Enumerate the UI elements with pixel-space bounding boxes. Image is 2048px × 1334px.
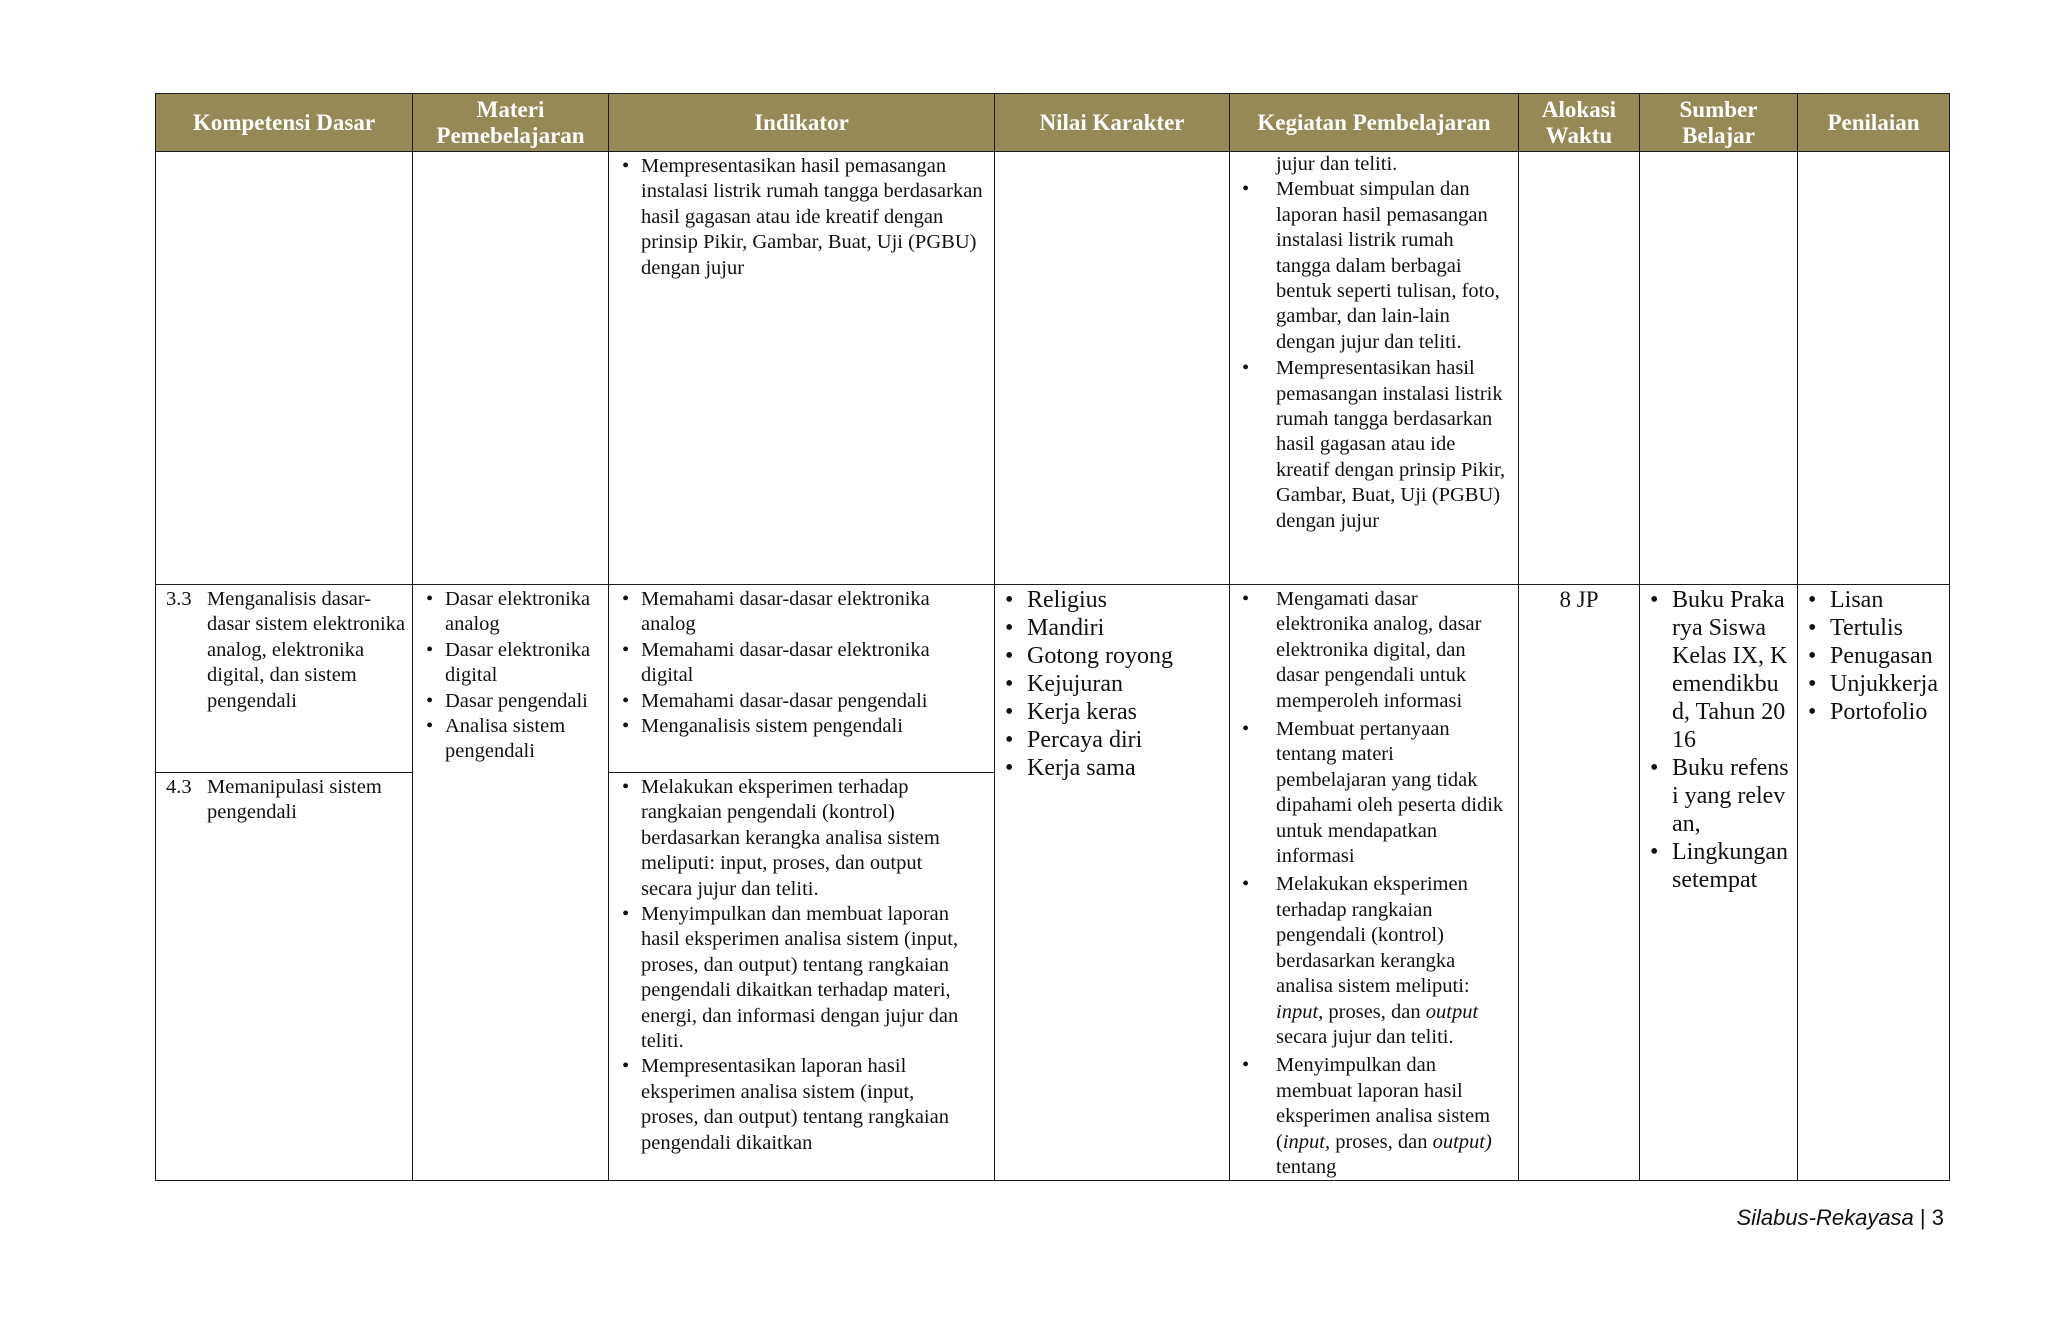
list-item: • Menganalisis sistem pengendali <box>609 714 986 739</box>
indikator-43-list <box>609 775 994 1156</box>
list-item: • Kerja sama <box>995 754 1229 782</box>
list-item: • Melakukan eksperimen terhadap rangkaian pengendali (kontrol) berdasarkan kerangka analisa sistem meliputi: input, proses, dan output secara jujur dan teliti. <box>1230 872 1508 1050</box>
list-item: • Mempresentasikan hasil pemasangan instalasi listrik rumah tangga berdasarkan hasil gagasan atau ide kreatif dengan prinsip Pikir, Gambar, Buat, Uji (PGBU) dengan jujur <box>1230 356 1508 534</box>
list-item: • Portofolio <box>1798 698 1949 726</box>
header-materi: Materi Pemebelajaran <box>413 94 609 152</box>
list-item: • Melakukan eksperimen terhadap rangkaian pengendali (kontrol) berdasarkan kerangka analisa sistem meliputi: input, proses, dan output secara jujur dan teliti. <box>609 775 960 902</box>
header-nilai-karakter: Nilai Karakter <box>995 94 1230 152</box>
kd-number: 3.3 <box>166 588 192 610</box>
nilai-list <box>995 585 1229 782</box>
list-item: • Percaya diri <box>995 726 1229 754</box>
materi-list <box>413 585 608 765</box>
kd-cell <box>156 152 413 585</box>
kegiatan-cell <box>1230 152 1519 585</box>
materi-cell <box>413 152 609 585</box>
list-item: • Lisan <box>1798 586 1949 614</box>
list-item: • Dasar elektronika analog <box>413 587 600 638</box>
kd-number: 4.3 <box>166 776 192 798</box>
header-indikator: Indikator <box>609 94 995 152</box>
list-item: • Dasar pengendali <box>413 689 600 714</box>
sumber-cell <box>1640 152 1798 585</box>
header-kompetensi-dasar: Kompetensi Dasar <box>156 94 413 152</box>
indikator-33-list <box>609 587 994 739</box>
penilaian-list <box>1798 585 1949 726</box>
list-item: • Memahami dasar-dasar pengendali <box>609 689 986 714</box>
list-item: • Mengamati dasar elektronika analog, dasar elektronika digital, dan dasar pengendali untuk memperoleh informasi <box>1230 587 1508 714</box>
list-item: • Memahami dasar-dasar elektronika digital <box>609 638 986 689</box>
kd-text: Memanipulasi sistem pengendali <box>207 776 382 824</box>
list-item: • Mempresentasikan laporan hasil eksperimen analisa sistem (input, proses, dan output) tentang rangkaian pengendali dikaitkan <box>609 1054 960 1156</box>
list-item: • Mandiri <box>995 614 1229 642</box>
kegiatan-continuation: jujur dan teliti. <box>1276 153 1398 175</box>
footer-doc-title: Silabus-Rekayasa <box>1736 1205 1914 1230</box>
kegiatan-list <box>1230 177 1508 534</box>
table-row <box>156 585 1950 1181</box>
sumber-cell <box>1640 585 1798 1181</box>
list-item: • Buku Prakarya Siswa Kelas IX, Kemendikbud, Tahun 2016 <box>1640 586 1789 754</box>
list-item: • Membuat pertanyaan tentang materi pembelajaran yang tidak dipahami oleh peserta didik untuk mendapatkan informasi <box>1230 717 1508 869</box>
indikator-list <box>609 152 994 281</box>
list-item: • Tertulis <box>1798 614 1949 642</box>
nilai-cell <box>995 585 1230 1181</box>
kegiatan-list <box>1230 585 1508 1180</box>
penilaian-cell <box>1798 152 1950 585</box>
nilai-cell <box>995 152 1230 585</box>
list-item: • Memahami dasar-dasar elektronika analog <box>609 587 986 638</box>
list-item: • Membuat simpulan dan laporan hasil pemasangan instalasi listrik rumah tangga dalam berbagai bentuk seperti tulisan, foto, gambar, dan lain-lain dengan jujur dan teliti. <box>1230 177 1508 355</box>
header-penilaian: Penilaian <box>1798 94 1950 152</box>
kegiatan-cell <box>1230 585 1519 1181</box>
indikator-cell <box>609 152 995 585</box>
list-item: • Mempresentasikan hasil pemasangan instalasi listrik rumah tangga berdasarkan hasil gagasan atau ide kreatif dengan prinsip Pikir, Gambar, Buat, Uji (PGBU) dengan jujur <box>609 154 986 281</box>
header-sumber: Sumber Belajar <box>1640 94 1798 152</box>
list-item: • Menyimpulkan dan membuat laporan hasil eksperimen analisa sistem (input, proses, dan output) tentang <box>1230 1053 1508 1180</box>
page-number: 3 <box>1931 1205 1944 1230</box>
alokasi-value: 8 JP <box>1559 587 1599 612</box>
list-item: • Buku refensi yang relevan, <box>1640 754 1789 838</box>
alokasi-cell <box>1519 152 1640 585</box>
list-item: • Lingkungan setempat <box>1640 838 1789 894</box>
list-item: • Kejujuran <box>995 670 1229 698</box>
footer-separator: | <box>1913 1205 1932 1230</box>
sumber-list <box>1640 585 1797 894</box>
list-item: • Religius <box>995 586 1229 614</box>
indikator-cell <box>609 585 995 1181</box>
list-item: • Analisa sistem pengendali <box>413 714 600 765</box>
list-item: • Unjukkerja <box>1798 670 1949 698</box>
kd-text: Menganalisis dasar-dasar sistem elektronika analog, elektronika digital, dan sistem pengendali <box>207 588 406 712</box>
list-item: • Penugasan <box>1798 642 1949 670</box>
kd-33 <box>156 585 412 772</box>
header-kegiatan: Kegiatan Pembelajaran <box>1230 94 1519 152</box>
syllabus-table <box>155 93 1950 1181</box>
list-item: • Kerja keras <box>995 698 1229 726</box>
kd-43 <box>156 772 412 826</box>
materi-cell <box>413 585 609 1181</box>
penilaian-cell <box>1798 585 1950 1181</box>
kd-cell <box>156 585 413 1181</box>
header-alokasi: Alokasi Waktu <box>1519 94 1640 152</box>
page-footer <box>1736 1205 1944 1231</box>
list-item: • Dasar elektronika digital <box>413 638 600 689</box>
header-row <box>156 94 1950 152</box>
list-item: • Gotong royong <box>995 642 1229 670</box>
alokasi-cell <box>1519 585 1640 1181</box>
list-item: • Menyimpulkan dan membuat laporan hasil eksperimen analisa sistem (input, proses, dan output) tentang rangkaian pengendali dikaitkan terhadap materi, energi, dan informasi dengan jujur dan teliti. <box>609 902 960 1054</box>
table-row <box>156 152 1950 585</box>
